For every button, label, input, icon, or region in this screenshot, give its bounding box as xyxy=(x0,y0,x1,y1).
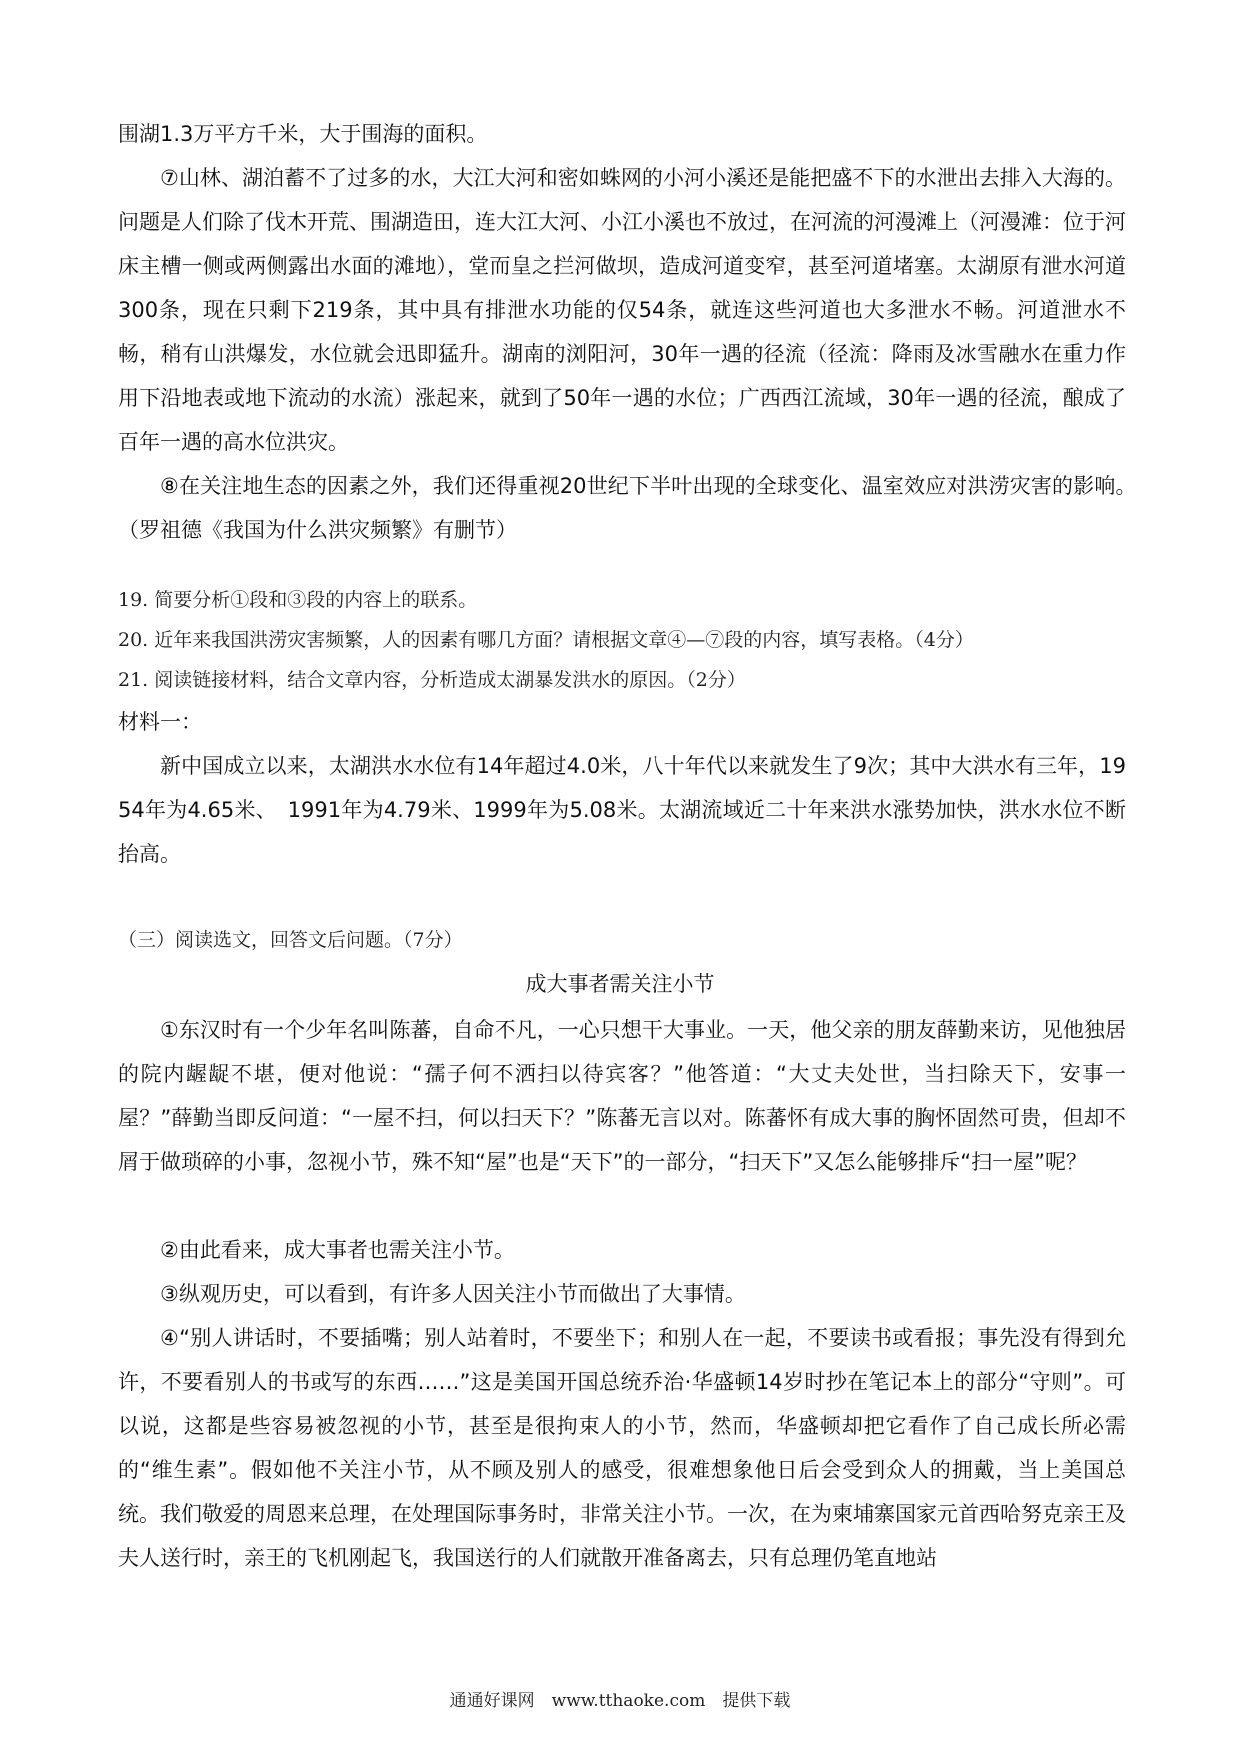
article-paragraph-1: ①东汉时有一个少年名叫陈蕃，自命不凡，一心只想干大事业。一天，他父亲的朋友薛勤来访，见他独居的院内龌龊不堪，便对他说：“孺子何不洒扫以待宾客？”他答道：“大丈夫处世，当扫除天下，安事一屋？”薛勤当即反问道：“一屋不扫，何以扫天下？”陈蕃无言以对。陈蕃怀有成大事的胸怀固然可贵，但却不屑于做琐碎的小事，忽视小节，殊不知“屋”也是“天下”的一部分，“扫天下”又怎么能够排斥“扫一屋”呢？ xyxy=(118,1018,1126,1174)
question-21: 21. 阅读链接材料，结合文章内容，分析造成太湖暴发洪水的原因。（2分） xyxy=(118,669,746,691)
question-19: 19. 简要分析①段和③段的内容上的联系。 xyxy=(118,589,478,611)
article-paragraph-3: ③纵观历史，可以看到，有许多人因关注小节而做出了大事情。 xyxy=(160,1282,746,1306)
article-paragraph-4: ④“别人讲话时，不要插嘴；别人站着时，不要坐下；和别人在一起，不要读书或看报；事先没有得到允许，不要看别人的书或写的东西……”这是美国开国总统乔治·华盛顿14岁时抄在笔记本上的部分“守则”。可以说，这都是些容易被忽视的小节，甚至是很拘束人的小节，然而，华盛顿却把它看作了自己成长所必需的“维生素”。假如他不关注小节，从不顾及别人的感受，很难想象他日后会受到众人的拥戴，当上美国总统。我们敬爱的周恩来总理，在处理国际事务时，非常关注小节。一次，在为柬埔寨国家元首西哈努克亲王及夫人送行时，亲王的飞机刚起飞，我国送行的人们就散开准备离去，只有总理仍笔直地站 xyxy=(118,1326,1126,1570)
article-paragraph-2: ②由此看来，成大事者也需关注小节。 xyxy=(160,1238,515,1262)
paragraph-continued: 围湖1.3万平方千米，大于围海的面积。 xyxy=(118,122,488,146)
question-20: 20. 近年来我国洪涝灾害频繁，人的因素有哪几方面？请根据文章④—⑦段的内容，填写表格。（4分） xyxy=(118,629,974,651)
material-text: 新中国成立以来，太湖洪水水位有14年超过4.0米，八十年代以来就发生了9次；其中大洪水有三年，1954年为4.65米、 1991年为4.79米、1999年为5.08米。太湖流域近二十年来洪水涨势加快，洪水水位不断抬高。 xyxy=(118,754,1126,866)
article-title: 成大事者需关注小节 xyxy=(525,972,715,996)
paragraph-8: ⑧在关注地生态的因素之外，我们还得重视20世纪下半叶出现的全球变化、温室效应对洪涝灾害的影响。 （罗祖德《我国为什么洪灾频繁》有删节） xyxy=(118,474,1147,542)
section-header: （三）阅读选文，回答文后问题。（7分） xyxy=(118,929,463,951)
paragraph-7: ⑦山林、湖泊蓄不了过多的水，大江大河和密如蛛网的小河小溪还是能把盛不下的水泄出去排入大海的。问题是人们除了伐木开荒、围湖造田，连大江大河、小江小溪也不放过，在河流的河漫滩上（河漫滩：位于河床主槽一侧或两侧露出水面的滩地），堂而皇之拦河做坝，造成河道变窄，甚至河道堵塞。太湖原有泄水河道300条，现在只剩下219条，其中具有排泄水功能的仅54条，就连这些河道也大多泄水不畅。河道泄水不畅，稍有山洪爆发，水位就会迅即猛升。湖南的浏阳河，30年一遇的径流（径流：降雨及冰雪融水在重力作用下沿地表或地下流动的水流）涨起来，就到了50年一遇的水位；广西西江流域，30年一遇的径流，酿成了百年一遇的高水位洪灾。 xyxy=(118,166,1126,454)
page-footer: 通通好课网 www.tthaoke.com 提供下载 xyxy=(449,1691,791,1711)
material-label: 材料一： xyxy=(118,710,202,734)
